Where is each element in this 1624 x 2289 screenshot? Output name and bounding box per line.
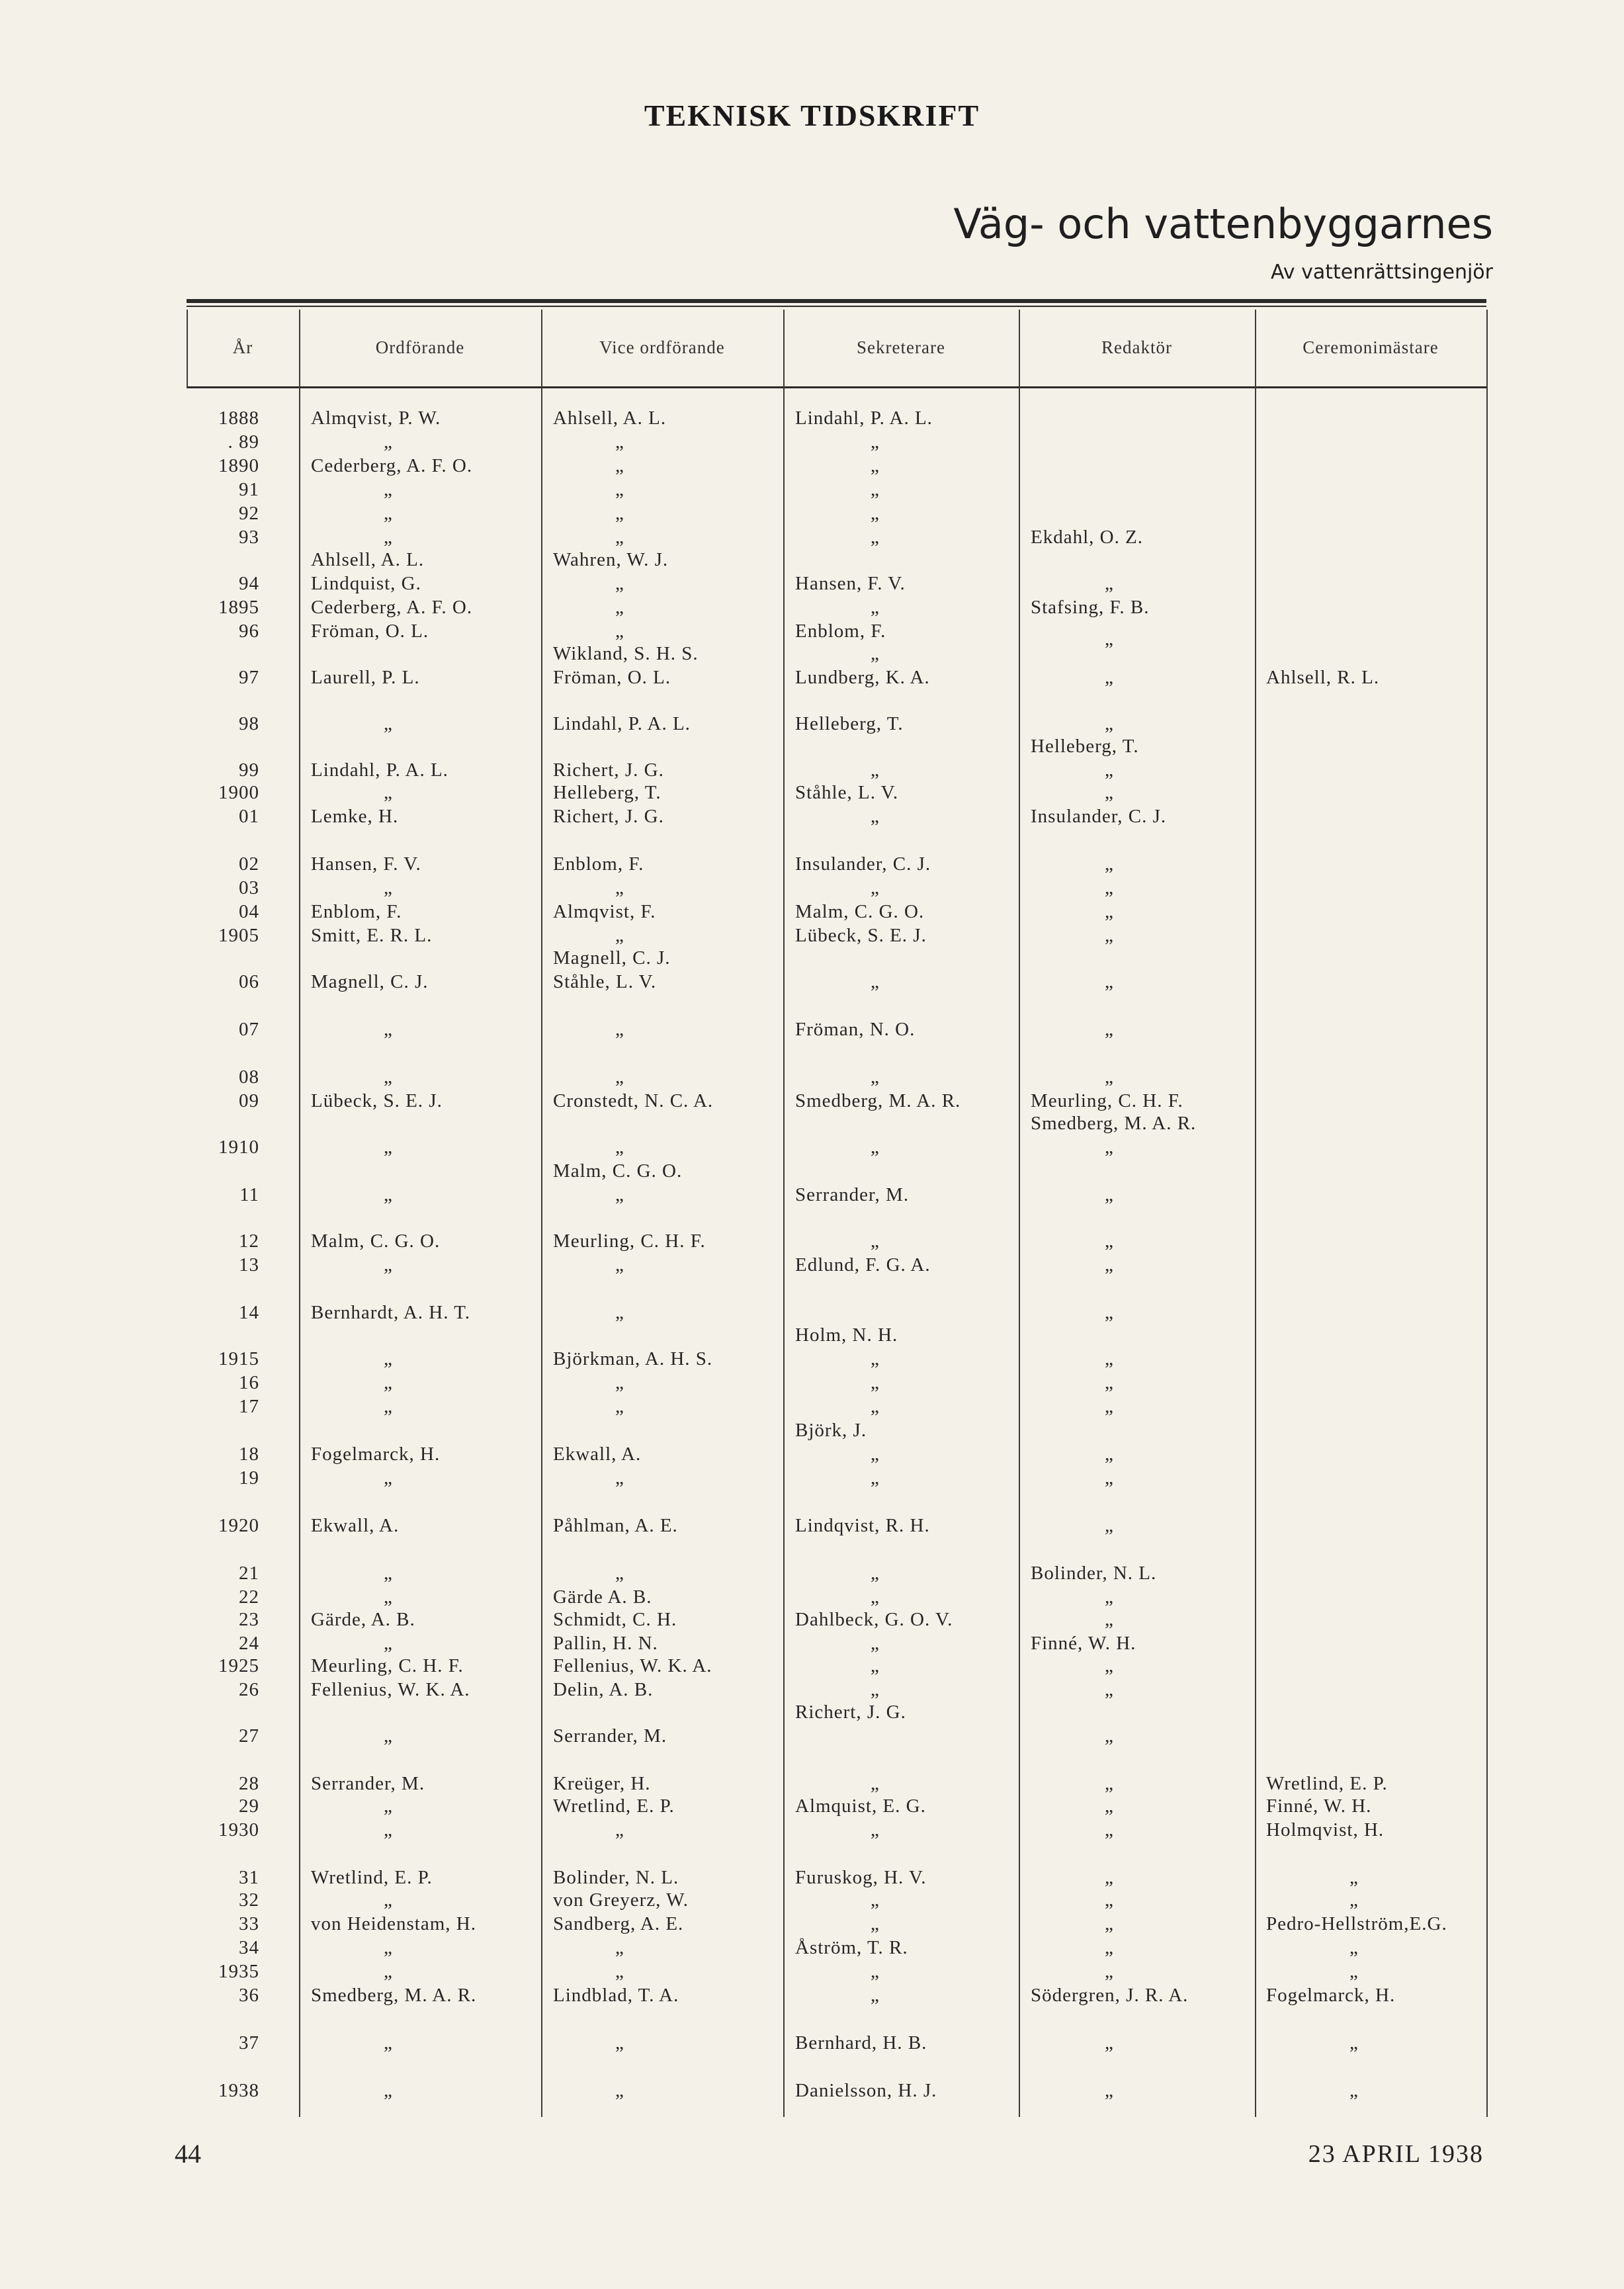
column-divider <box>1486 310 1488 2117</box>
ditto-mark: „ <box>384 1819 393 1840</box>
name-cell: Almquist, E. G. <box>795 1795 926 1817</box>
ditto-mark: „ <box>384 1937 393 1958</box>
ditto-mark: „ <box>1105 1913 1114 1934</box>
ditto-mark: „ <box>1105 1889 1114 1911</box>
name-cell: Ekwall, A. <box>553 1444 642 1465</box>
ditto-mark: „ <box>871 1444 880 1465</box>
ditto-mark: „ <box>615 1302 624 1323</box>
ditto-mark: „ <box>384 1725 393 1747</box>
ditto-mark: „ <box>1105 2080 1114 2101</box>
name-cell: Serrander, M. <box>553 1725 667 1747</box>
ditto-mark: „ <box>615 479 624 500</box>
name-cell: Cronstedt, N. C. A. <box>553 1090 714 1111</box>
name-cell: Holmqvist, H. <box>1266 1819 1385 1840</box>
year-cell: 37 <box>239 2032 259 2053</box>
name-cell: Laurell, P. L. <box>311 667 420 688</box>
year-cell: 1930 <box>218 1819 259 1840</box>
year-cell: 21 <box>239 1563 259 1584</box>
ditto-mark: „ <box>1105 1795 1114 1817</box>
year-cell: 19 <box>239 1467 259 1489</box>
name-cell: Kreüger, H. <box>553 1773 651 1794</box>
name-cell: von Heidenstam, H. <box>311 1913 476 1934</box>
name-cell: Lindahl, P. A. L. <box>795 408 933 429</box>
ditto-mark: „ <box>1105 1867 1114 1888</box>
ditto-mark: „ <box>871 527 880 548</box>
year-cell: 1900 <box>218 782 259 803</box>
name-cell: Richert, J. G. <box>553 806 664 827</box>
name-cell: Meurling, C. H. F. <box>553 1231 706 1252</box>
year-cell: 33 <box>239 1913 259 1934</box>
year-cell: 03 <box>239 877 259 898</box>
ditto-mark: „ <box>384 1467 393 1489</box>
name-cell: Södergren, J. R. A. <box>1031 1985 1189 2006</box>
name-cell: Holm, N. H. <box>795 1324 898 1346</box>
name-cell: Åström, T. R. <box>795 1937 908 1958</box>
year-cell: 36 <box>239 1985 259 2006</box>
ditto-mark: „ <box>615 1937 624 1958</box>
ditto-mark: „ <box>615 1372 624 1393</box>
year-cell: 1915 <box>218 1348 259 1369</box>
ditto-mark: „ <box>871 1563 880 1584</box>
ditto-mark: „ <box>1349 1889 1359 1911</box>
ditto-mark: „ <box>1105 1586 1114 1608</box>
year-cell: 27 <box>239 1725 259 1747</box>
byline: Av vattenrättsingenjör <box>1271 261 1493 284</box>
ditto-mark: „ <box>384 479 393 500</box>
ditto-mark: „ <box>871 1655 880 1676</box>
ditto-mark: „ <box>1105 1254 1114 1275</box>
ditto-mark: „ <box>615 1467 624 1489</box>
ditto-mark: „ <box>1105 1961 1114 1982</box>
name-cell: Hansen, F. V. <box>311 853 421 875</box>
ditto-mark: „ <box>615 1066 624 1088</box>
name-cell: Insulander, C. J. <box>1031 806 1167 827</box>
ditto-mark: „ <box>615 1396 624 1417</box>
name-cell: Fellenius, W. K. A. <box>553 1655 712 1676</box>
ditto-mark: „ <box>1105 1819 1114 1840</box>
year-cell: 18 <box>239 1444 259 1465</box>
name-cell: Finné, W. H. <box>1031 1633 1136 1654</box>
year-cell: 91 <box>239 479 259 500</box>
ditto-mark: „ <box>615 455 624 476</box>
ditto-mark: „ <box>615 1819 624 1840</box>
name-cell: Lübeck, S. E. J. <box>795 925 927 946</box>
ditto-mark: „ <box>871 597 880 618</box>
year-cell: 1910 <box>218 1137 259 1158</box>
name-cell: Hansen, F. V. <box>795 573 906 594</box>
ditto-mark: „ <box>1349 1867 1359 1888</box>
year-cell: 23 <box>239 1609 259 1630</box>
name-cell: Ahlsell, A. L. <box>311 549 425 570</box>
name-cell: Serrander, M. <box>311 1773 425 1794</box>
year-cell: 1938 <box>218 2080 259 2101</box>
name-cell: Lindblad, T. A. <box>553 1985 679 2006</box>
name-cell: Lindahl, P. A. L. <box>553 713 691 734</box>
ditto-mark: „ <box>615 527 624 548</box>
ditto-mark: „ <box>1105 901 1114 922</box>
year-cell: 06 <box>239 971 259 992</box>
ditto-mark: „ <box>615 877 624 898</box>
ditto-mark: „ <box>384 1184 393 1205</box>
name-cell: Fogelmarck, H. <box>1266 1985 1396 2006</box>
ditto-mark: „ <box>1105 1137 1114 1158</box>
page-number: 44 <box>175 2139 201 2169</box>
ditto-mark: „ <box>384 1019 393 1040</box>
name-cell: Fellenius, W. K. A. <box>311 1679 470 1700</box>
name-cell: Malm, C. G. O. <box>311 1231 441 1252</box>
ditto-mark: „ <box>1105 1184 1114 1205</box>
name-cell: Wikland, S. H. S. <box>553 643 699 664</box>
ditto-mark: „ <box>871 759 880 781</box>
ditto-mark: „ <box>1105 1515 1114 1536</box>
ditto-mark: „ <box>1105 1609 1114 1630</box>
name-cell: Lundberg, K. A. <box>795 667 930 688</box>
ditto-mark: „ <box>1105 971 1114 992</box>
year-cell: 1890 <box>218 455 259 476</box>
ditto-mark: „ <box>871 1985 880 2006</box>
ditto-mark: „ <box>871 1913 880 1934</box>
name-cell: Gärde A. B. <box>553 1586 652 1608</box>
name-cell: Insulander, C. J. <box>795 853 931 875</box>
ditto-mark: „ <box>384 1586 393 1608</box>
header-year: År <box>232 337 253 357</box>
name-cell: Edlund, F. G. A. <box>795 1254 931 1275</box>
column-divider <box>541 310 542 2117</box>
name-cell: Meurling, C. H. F. <box>1031 1090 1183 1111</box>
name-cell: Bernhardt, A. H. T. <box>311 1302 471 1323</box>
name-cell: Lemke, H. <box>311 806 399 827</box>
column-divider <box>299 310 300 2117</box>
name-cell: Fröman, N. O. <box>795 1019 916 1040</box>
year-cell: 96 <box>239 621 259 642</box>
ditto-mark: „ <box>871 1819 880 1840</box>
year-cell: 1888 <box>218 408 259 429</box>
ditto-mark: „ <box>871 1348 880 1369</box>
ditto-mark: „ <box>871 971 880 992</box>
ditto-mark: „ <box>1105 925 1114 946</box>
name-cell: Finné, W. H. <box>1266 1795 1372 1817</box>
ditto-mark: „ <box>871 1679 880 1700</box>
ditto-mark: „ <box>871 806 880 827</box>
header-bottom-rule <box>187 386 1486 388</box>
ditto-mark: „ <box>1105 782 1114 803</box>
name-cell: Wahren, W. J. <box>553 549 669 570</box>
year-cell: 92 <box>239 503 259 524</box>
ditto-mark: „ <box>615 1961 624 1982</box>
year-cell: 13 <box>239 1254 259 1275</box>
ditto-mark: „ <box>1105 1396 1114 1417</box>
name-cell: Furuskog, H. V. <box>795 1867 927 1888</box>
year-cell: 31 <box>239 1867 259 1888</box>
ditto-mark: „ <box>1105 1773 1114 1794</box>
ditto-mark: „ <box>871 1231 880 1252</box>
year-cell: 14 <box>239 1302 259 1323</box>
year-cell: 93 <box>239 527 259 548</box>
ditto-mark: „ <box>1105 713 1114 734</box>
ditto-mark: „ <box>615 1254 624 1275</box>
ditto-mark: „ <box>1105 2032 1114 2053</box>
ditto-mark: „ <box>1349 1961 1359 1982</box>
year-cell: 1905 <box>218 925 259 946</box>
name-cell: Ekdahl, O. Z. <box>1031 527 1144 548</box>
ditto-mark: „ <box>1105 1725 1114 1747</box>
ditto-mark: „ <box>1105 573 1114 594</box>
ditto-mark: „ <box>1105 853 1114 875</box>
name-cell: Delin, A. B. <box>553 1679 654 1700</box>
name-cell: Helleberg, T. <box>1031 736 1139 757</box>
ditto-mark: „ <box>615 621 624 642</box>
ditto-mark: „ <box>384 1254 393 1275</box>
header-editor: Redaktör <box>1101 337 1172 357</box>
name-cell: Richert, J. G. <box>795 1702 906 1723</box>
ditto-mark: „ <box>615 431 624 453</box>
header-chairman: Ordförande <box>375 337 465 357</box>
issue-date: 23 APRIL 1938 <box>1308 2140 1484 2168</box>
name-cell: Ekwall, A. <box>311 1515 400 1536</box>
name-cell: Stafsing, F. B. <box>1031 597 1150 618</box>
ditto-mark: „ <box>871 1396 880 1417</box>
ditto-mark: „ <box>615 1019 624 1040</box>
ditto-mark: „ <box>871 1633 880 1654</box>
name-cell: Malm, C. G. O. <box>795 901 925 922</box>
header-secretary: Sekreterare <box>857 337 945 357</box>
name-cell: Sandberg, A. E. <box>553 1913 684 1934</box>
name-cell: Helleberg, T. <box>795 713 904 734</box>
ditto-mark: „ <box>615 503 624 524</box>
ditto-mark: „ <box>615 2032 624 2053</box>
name-cell: Richert, J. G. <box>553 759 664 781</box>
ditto-mark: „ <box>615 573 624 594</box>
table-top-rule-thin <box>187 306 1486 307</box>
name-cell: Almqvist, F. <box>553 901 656 922</box>
name-cell: Bolinder, N. L. <box>553 1867 679 1888</box>
ditto-mark: „ <box>871 1066 880 1088</box>
ditto-mark: „ <box>871 431 880 453</box>
ditto-mark: „ <box>871 479 880 500</box>
ditto-mark: „ <box>615 1137 624 1158</box>
ditto-mark: „ <box>871 643 880 664</box>
name-cell: Lindquist, G. <box>311 573 421 594</box>
ditto-mark: „ <box>871 1961 880 1982</box>
ditto-mark: „ <box>1105 1467 1114 1489</box>
year-cell: 04 <box>239 901 259 922</box>
ditto-mark: „ <box>384 782 393 803</box>
name-cell: Cederberg, A. F. O. <box>311 597 473 618</box>
ditto-mark: „ <box>1105 1348 1114 1369</box>
ditto-mark: „ <box>1105 1679 1114 1700</box>
name-cell: Smedberg, M. A. R. <box>311 1985 477 2006</box>
name-cell: Enblom, F. <box>311 901 402 922</box>
ditto-mark: „ <box>1349 2032 1359 2053</box>
year-cell: 02 <box>239 853 259 875</box>
name-cell: Magnell, C. J. <box>553 947 671 969</box>
ditto-mark: „ <box>384 713 393 734</box>
name-cell: Magnell, C. J. <box>311 971 429 992</box>
name-cell: Pallin, H. N. <box>553 1633 658 1654</box>
name-cell: Ståhle, L. V. <box>553 971 657 992</box>
name-cell: Påhlman, A. E. <box>553 1515 678 1536</box>
ditto-mark: „ <box>384 877 393 898</box>
table-top-rule <box>187 299 1486 303</box>
ditto-mark: „ <box>871 1137 880 1158</box>
year-cell: 94 <box>239 573 259 594</box>
name-cell: Wretlind, E. P. <box>311 1867 433 1888</box>
year-cell: 01 <box>239 806 259 827</box>
header-master-of-ceremonies: Ceremonimästare <box>1303 337 1439 357</box>
year-cell: 17 <box>239 1396 259 1417</box>
year-cell: 09 <box>239 1090 259 1111</box>
header-vice-chairman: Vice ordförande <box>599 337 725 357</box>
name-cell: Schmidt, C. H. <box>553 1609 677 1630</box>
name-cell: Serrander, M. <box>795 1184 910 1205</box>
name-cell: Fogelmarck, H. <box>311 1444 441 1465</box>
ditto-mark: „ <box>1349 2080 1359 2101</box>
name-cell: Ståhle, L. V. <box>795 782 899 803</box>
name-cell: Lindahl, P. A. L. <box>311 759 449 781</box>
year-cell: 07 <box>239 1019 259 1040</box>
ditto-mark: „ <box>871 877 880 898</box>
name-cell: Wretlind, E. P. <box>1266 1773 1388 1794</box>
year-cell: 99 <box>239 759 259 781</box>
year-cell: 11 <box>239 1184 259 1205</box>
ditto-mark: „ <box>1105 877 1114 898</box>
column-divider <box>1255 310 1256 2117</box>
year-cell: 32 <box>239 1889 259 1911</box>
ditto-mark: „ <box>384 2032 393 2053</box>
year-cell: 1920 <box>218 1515 259 1536</box>
name-cell: Cederberg, A. F. O. <box>311 455 473 476</box>
ditto-mark: „ <box>871 1372 880 1393</box>
ditto-mark: „ <box>871 455 880 476</box>
name-cell: Fröman, O. L. <box>553 667 671 688</box>
ditto-mark: „ <box>1105 1231 1114 1252</box>
journal-title: TEKNISK TIDSKRIFT <box>644 99 980 132</box>
name-cell: Bolinder, N. L. <box>1031 1563 1157 1584</box>
name-cell: Fröman, O. L. <box>311 621 429 642</box>
ditto-mark: „ <box>384 1795 393 1817</box>
name-cell: Wretlind, E. P. <box>553 1795 675 1817</box>
ditto-mark: „ <box>615 597 624 618</box>
ditto-mark: „ <box>1105 1444 1114 1465</box>
year-cell: 28 <box>239 1773 259 1794</box>
ditto-mark: „ <box>384 503 393 524</box>
ditto-mark: „ <box>1105 759 1114 781</box>
ditto-mark: „ <box>1105 1019 1114 1040</box>
ditto-mark: „ <box>615 925 624 946</box>
ditto-mark: „ <box>1105 1066 1114 1088</box>
ditto-mark: „ <box>384 1396 393 1417</box>
ditto-mark: „ <box>871 1467 880 1489</box>
year-cell: 12 <box>239 1231 259 1252</box>
ditto-mark: „ <box>384 1348 393 1369</box>
ditto-mark: „ <box>1105 667 1114 688</box>
year-cell: 24 <box>239 1633 259 1654</box>
year-cell: 34 <box>239 1937 259 1958</box>
ditto-mark: „ <box>1105 628 1114 650</box>
ditto-mark: „ <box>1105 1655 1114 1676</box>
ditto-mark: „ <box>1105 1302 1114 1323</box>
ditto-mark: „ <box>384 431 393 453</box>
name-cell: Bernhard, H. B. <box>795 2032 927 2053</box>
year-cell: 16 <box>239 1372 259 1393</box>
column-divider <box>783 310 785 2117</box>
year-cell: 1935 <box>218 1961 259 1982</box>
ditto-mark: „ <box>384 1066 393 1088</box>
ditto-mark: „ <box>384 527 393 548</box>
name-cell: Meurling, C. H. F. <box>311 1655 464 1676</box>
name-cell: Pedro-Hellström,E.G. <box>1266 1913 1447 1934</box>
name-cell: Dahlbeck, G. O. V. <box>795 1609 953 1630</box>
ditto-mark: „ <box>384 1137 393 1158</box>
ditto-mark: „ <box>384 1563 393 1584</box>
year-cell: 98 <box>239 713 259 734</box>
year-cell: 22 <box>239 1586 259 1608</box>
name-cell: Helleberg, T. <box>553 782 662 803</box>
name-cell: Björk, J. <box>795 1420 867 1441</box>
year-cell: 29 <box>239 1795 259 1817</box>
name-cell: Smedberg, M. A. R. <box>795 1090 961 1111</box>
year-cell: 97 <box>239 667 259 688</box>
ditto-mark: „ <box>871 1889 880 1911</box>
year-cell: . 89 <box>228 431 259 453</box>
name-cell: Smedberg, M. A. R. <box>1031 1113 1197 1134</box>
name-cell: Smitt, E. R. L. <box>311 925 433 946</box>
ditto-mark: „ <box>615 1563 624 1584</box>
ditto-mark: „ <box>384 1372 393 1393</box>
year-cell: 08 <box>239 1066 259 1088</box>
ditto-mark: „ <box>384 1889 393 1911</box>
name-cell: Danielsson, H. J. <box>795 2080 937 2101</box>
ditto-mark: „ <box>384 2080 393 2101</box>
year-cell: 1925 <box>218 1655 259 1676</box>
ditto-mark: „ <box>384 1961 393 1982</box>
column-divider <box>1019 310 1020 2117</box>
year-cell: 26 <box>239 1679 259 1700</box>
name-cell: Lübeck, S. E. J. <box>311 1090 443 1111</box>
name-cell: Enblom, F. <box>795 621 886 642</box>
name-cell: Malm, C. G. O. <box>553 1160 683 1182</box>
name-cell: Gärde, A. B. <box>311 1609 415 1630</box>
year-cell: 1895 <box>218 597 259 618</box>
name-cell: Enblom, F. <box>553 853 644 875</box>
name-cell: von Greyerz, W. <box>553 1889 689 1911</box>
ditto-mark: „ <box>384 1633 393 1654</box>
ditto-mark: „ <box>615 2080 624 2101</box>
name-cell: Ahlsell, R. L. <box>1266 667 1380 688</box>
name-cell: Almqvist, P. W. <box>311 408 441 429</box>
name-cell: Ahlsell, A. L. <box>553 408 667 429</box>
ditto-mark: „ <box>871 503 880 524</box>
name-cell: Lindqvist, R. H. <box>795 1515 930 1536</box>
ditto-mark: „ <box>871 1773 880 1794</box>
ditto-mark: „ <box>1349 1937 1359 1958</box>
page-title: Väg- och vattenbyggarnes <box>953 200 1493 248</box>
name-cell: Björkman, A. H. S. <box>553 1348 713 1369</box>
ditto-mark: „ <box>1105 1937 1114 1958</box>
ditto-mark: „ <box>1105 1372 1114 1393</box>
ditto-mark: „ <box>871 1586 880 1608</box>
ditto-mark: „ <box>615 1184 624 1205</box>
